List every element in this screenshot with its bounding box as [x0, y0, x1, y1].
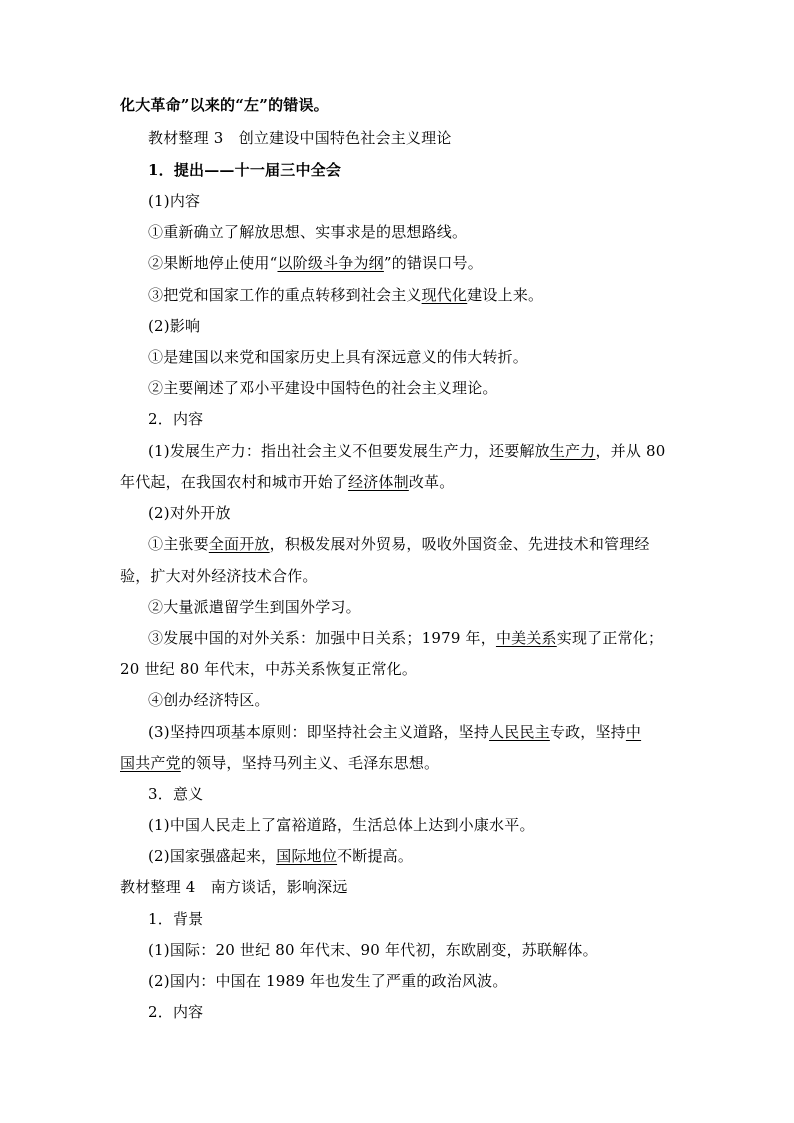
text-line	[148, 253, 483, 273]
text-segment: 1．背景	[148, 910, 204, 928]
text-segment: 的领导，坚持马列主义、毛泽东思想。	[180, 754, 440, 772]
blank-answer: 经济体制	[348, 473, 409, 491]
text-line	[148, 503, 231, 523]
text-segment: 年代起，在我国农村和城市开始了	[120, 473, 349, 491]
blank-answer: 国际地位	[276, 847, 338, 865]
text-line	[148, 347, 528, 367]
text-line	[120, 659, 417, 679]
text-segment: 专政，坚持	[549, 723, 626, 741]
text-segment: ”的错误口号。	[383, 254, 483, 272]
text-segment: (2)对外开放	[148, 504, 231, 522]
text-line	[148, 378, 498, 398]
text-line	[120, 566, 318, 586]
text-segment: 20 世纪 80 年代末，中苏关系恢复正常化。	[120, 660, 418, 678]
text-segment: 1．提出——十一届三中全会	[148, 161, 342, 179]
text-line	[120, 753, 439, 773]
text-segment: ④创办经济特区。	[148, 691, 270, 709]
text-segment: (2)国家强盛起来，	[148, 847, 277, 865]
text-segment: ①主张要	[148, 535, 209, 553]
text-segment: 改革。	[408, 473, 455, 491]
text-segment: ①是建国以来党和国家历史上具有深远意义的伟大转折。	[148, 348, 529, 366]
blank-answer: 中	[625, 723, 642, 741]
section-heading	[120, 877, 348, 897]
text-segment: (2)影响	[148, 317, 201, 335]
subheading	[148, 160, 341, 180]
text-segment: 建设上来。	[467, 286, 544, 304]
text-segment: (2)国内：中国在 1989 年也发生了严重的政治风波。	[148, 972, 508, 990]
text-line	[148, 441, 666, 461]
text-segment: ②大量派遣留学生到国外学习。	[148, 598, 361, 616]
text-segment: 实现了正常化；	[556, 629, 664, 647]
text-segment: (3)坚持四项基本原则：即坚持社会主义道路，坚持	[148, 723, 490, 741]
text-segment: ③发展中国的对外关系：加强中日关系；1979 年，	[148, 629, 496, 647]
subheading	[148, 784, 203, 804]
text-segment: (1)国际：20 世纪 80 年代末、90 年代初，东欧剧变，苏联解体。	[148, 941, 598, 959]
blank-answer: 人民民主	[489, 723, 550, 741]
text-line	[148, 222, 467, 242]
text-segment: 2．内容	[148, 410, 204, 428]
text-segment: ①重新确立了解放思想、实事求是的思想路线。	[148, 223, 468, 241]
text-segment: (1)中国人民走上了富裕道路，生活总体上达到小康水平。	[148, 816, 535, 834]
text-segment: ②果断地停止使用“	[148, 254, 278, 272]
text-segment: 化大革命”以来的“左”的错误。	[120, 96, 329, 114]
blank-answer: 生产力	[549, 442, 596, 460]
text-line	[148, 597, 361, 617]
subheading	[148, 409, 203, 429]
text-line	[148, 971, 508, 991]
text-segment: 验，扩大对外经济技术合作。	[120, 567, 318, 585]
text-line	[148, 722, 641, 742]
text-segment: 2．内容	[148, 1003, 204, 1021]
blank-answer: 全面开放	[208, 535, 270, 553]
text-line	[148, 846, 413, 866]
text-line	[148, 690, 270, 710]
blank-answer: 中美关系	[495, 629, 557, 647]
text-line	[148, 285, 543, 305]
text-segment: 3．意义	[148, 785, 204, 803]
blank-answer: 以阶级斗争为纲	[277, 254, 384, 272]
text-line	[120, 472, 454, 492]
text-segment: 教材整理 4 南方谈话，影响深远	[120, 878, 348, 896]
subheading	[148, 909, 203, 929]
text-line	[148, 940, 598, 960]
text-line	[148, 815, 535, 835]
blank-answer: 国共产党	[120, 754, 181, 772]
text-segment: ，积极发展对外贸易，吸收外国资金、先进技术和管理经	[269, 535, 650, 553]
text-segment: 教材整理 3 创立建设中国特色社会主义理论	[148, 129, 452, 147]
text-segment: 不断提高。	[337, 847, 414, 865]
text-line	[148, 628, 663, 648]
text-segment: (1)发展生产力：指出社会主义不但要发展生产力，还要解放	[148, 442, 550, 460]
subheading	[148, 1002, 203, 1022]
text-line	[148, 316, 200, 336]
blank-answer: 现代化	[421, 286, 468, 304]
text-line	[148, 191, 200, 211]
text-segment: ③把党和国家工作的重点转移到社会主义	[148, 286, 422, 304]
text-segment: ，并从 80	[595, 442, 666, 460]
section-heading	[148, 128, 452, 148]
text-line	[120, 95, 329, 115]
text-segment: ②主要阐述了邓小平建设中国特色的社会主义理论。	[148, 379, 498, 397]
text-segment: (1)内容	[148, 192, 201, 210]
text-line	[148, 534, 650, 554]
